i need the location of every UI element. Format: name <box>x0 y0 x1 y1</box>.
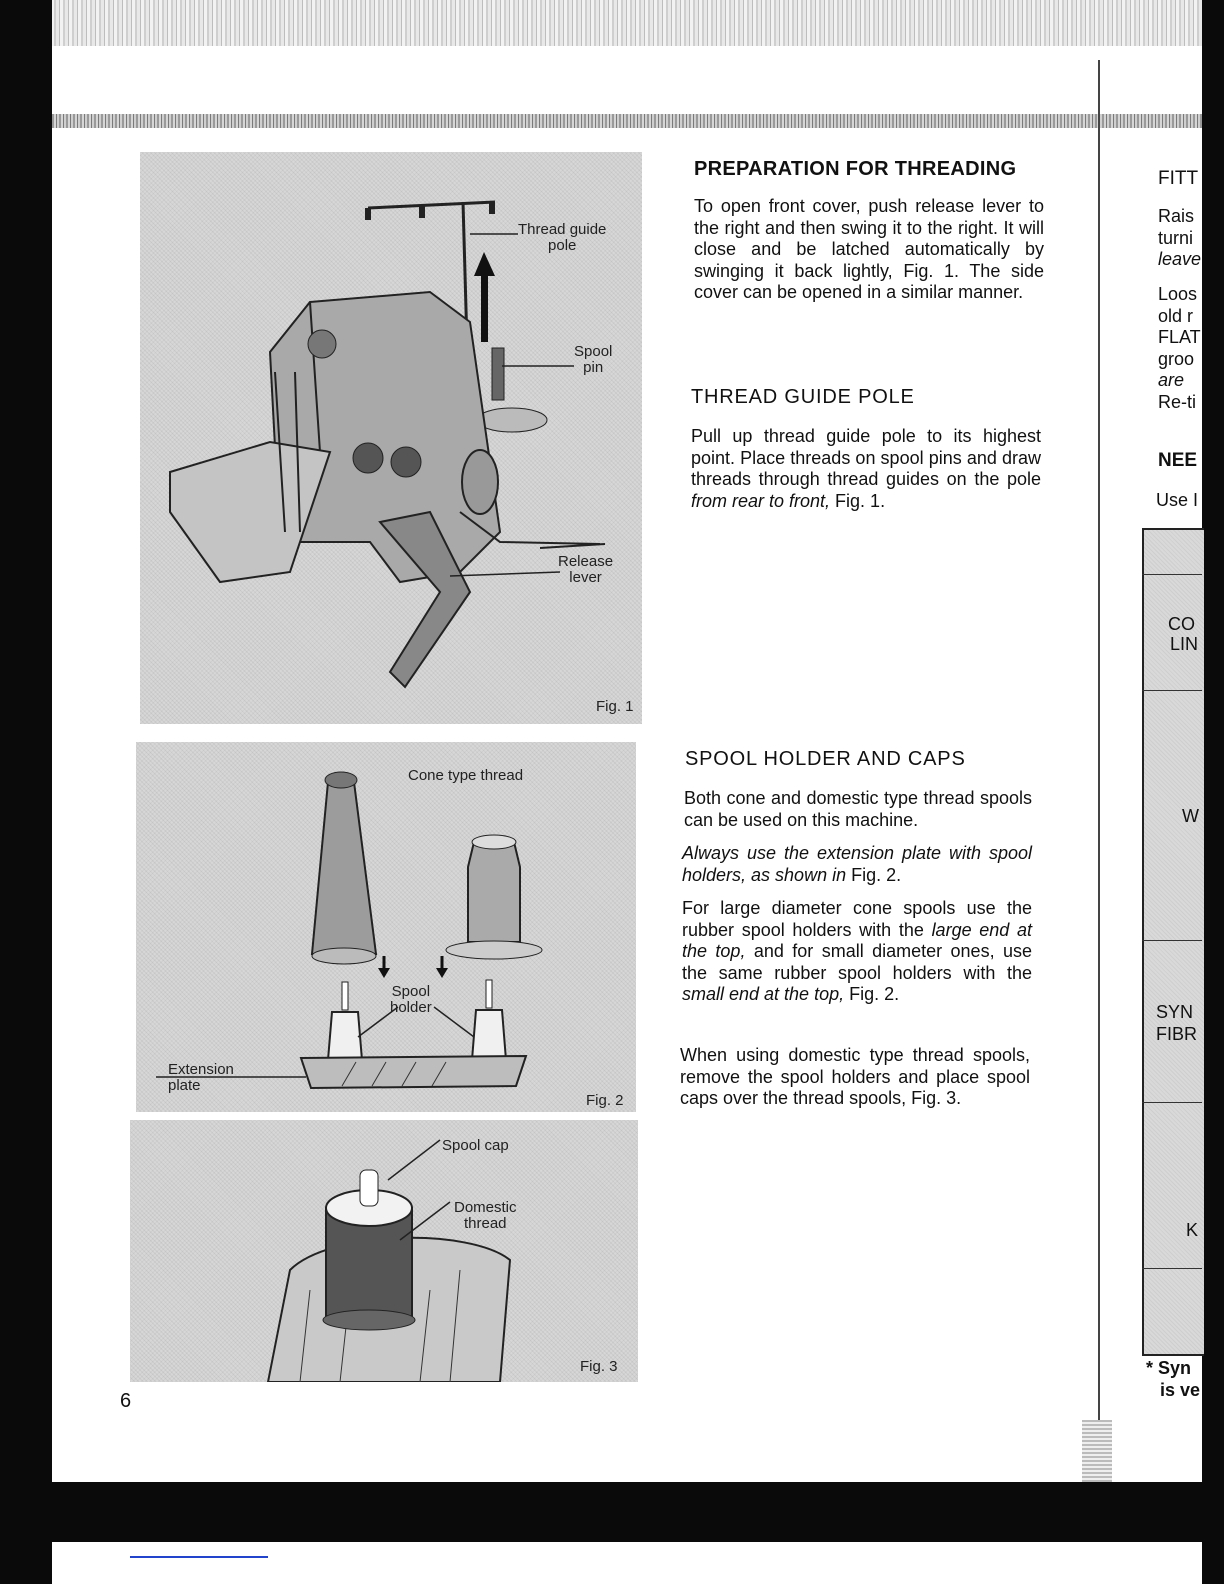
text-run-italic: from rear to front, <box>691 490 831 511</box>
label-line: Extension <box>168 1061 234 1078</box>
right-block-2 <box>1158 284 1202 413</box>
spool-holder-p2 <box>682 843 1032 886</box>
text-line: * Syn <box>1146 1358 1192 1378</box>
label-line: Spool <box>391 983 431 1000</box>
text-line: FLAT <box>1158 327 1201 347</box>
right-use-line: Use I <box>1156 490 1199 510</box>
table-cell: SYN <box>1156 1002 1194 1022</box>
spool-holder-p3 <box>682 898 1032 1006</box>
label-spool-holder <box>390 984 432 1016</box>
page-fold <box>1098 60 1100 1480</box>
right-block-1 <box>1158 206 1202 271</box>
label-spool-pin <box>574 344 612 376</box>
label-line: Thread guide <box>518 221 607 238</box>
label-line: pin <box>583 359 604 376</box>
spool-holder-p4: When using domestic type thread spools, remove the spool holders and place spool caps over the thread spools, Fig. 3. <box>680 1045 1030 1108</box>
bottom-link-bar <box>130 1556 268 1558</box>
figure-2 <box>136 742 636 1112</box>
text-line: are <box>1158 370 1185 390</box>
text-run: Fig. 1. <box>830 490 886 511</box>
page-fold-shadow <box>1082 1420 1112 1482</box>
label-line: Domestic <box>454 1199 517 1216</box>
spool-cap-illustration <box>130 1120 638 1382</box>
label-line: Release <box>558 553 614 570</box>
text-run: Fig. 2. <box>846 864 902 885</box>
right-heading-1: FITT <box>1158 168 1199 189</box>
table-cell: FIBR <box>1156 1024 1198 1044</box>
text-run-italic: small end at the top, <box>682 984 845 1004</box>
text-line: leave <box>1158 249 1202 269</box>
label-spool-cap: Spool cap <box>442 1137 509 1154</box>
text-run-italic: large end at the top, <box>682 919 1032 961</box>
text-run: Pull up thread guide pole to its highest point. Place threads on spool pins and draw threads through thread guides on the pole <box>691 426 1041 489</box>
scan-border-right <box>1202 0 1224 1584</box>
scan-border-bottom <box>0 1482 1224 1542</box>
label-line: lever <box>569 569 602 586</box>
label-line: thread <box>463 1215 507 1232</box>
table-rule <box>1142 574 1202 575</box>
text-line: Loos <box>1158 284 1198 304</box>
right-footnote <box>1146 1358 1202 1401</box>
label-extension-plate <box>168 1062 234 1094</box>
table-rule <box>1142 940 1202 941</box>
table-cell: K <box>1186 1220 1199 1240</box>
label-line: Spool <box>574 343 613 360</box>
table-cell: W <box>1182 806 1199 826</box>
text-line: old r <box>1158 305 1194 326</box>
table-cell: LIN <box>1170 634 1199 654</box>
figure-number: Fig. 2 <box>586 1092 624 1109</box>
text-line: groo <box>1158 348 1195 369</box>
figure-number: Fig. 1 <box>596 698 634 715</box>
label-domestic-thread <box>454 1200 517 1232</box>
table-cell: CO <box>1168 614 1195 634</box>
right-heading-2: NEE <box>1158 450 1198 471</box>
spool-holder-illustration <box>136 742 636 1112</box>
scan-border-left <box>0 0 52 1584</box>
table-rule <box>1142 1102 1202 1103</box>
header-rule <box>52 114 1202 128</box>
text-line: Rais <box>1158 206 1195 226</box>
text-run: For large diameter cone spools use the rubber spool holders with the <box>682 898 1032 940</box>
text-line: turni <box>1158 227 1194 248</box>
label-line: pole <box>548 237 577 254</box>
label-line: plate <box>168 1077 201 1094</box>
label-line: holder <box>390 999 432 1016</box>
preparation-text: To open front cover, push release lever to the right and then swing it to the right. It will close and be latched automatically by swinging it back lightly, Fig. 1. The side cover can be opened in a similar manner. <box>694 196 1044 302</box>
figure-number: Fig. 3 <box>580 1358 618 1375</box>
scan-border-top <box>0 0 1224 48</box>
heading-thread-guide-pole: THREAD GUIDE POLE <box>691 386 915 408</box>
text-line: Re-ti <box>1158 391 1197 412</box>
spool-holder-p1: Both cone and domestic type thread spools can be used on this machine. <box>684 788 1032 830</box>
text-run: Fig. 2. <box>844 984 900 1004</box>
table-rule <box>1142 1268 1202 1269</box>
text-run-italic: Always use the extension plate with spool holders, as shown in <box>682 843 1032 885</box>
page-number: 6 <box>120 1390 132 1412</box>
label-thread-guide-pole <box>518 222 606 254</box>
figure-3 <box>130 1120 638 1382</box>
label-release-lever <box>558 554 613 586</box>
thread-guide-pole-text <box>691 426 1041 512</box>
table-rule <box>1142 690 1202 691</box>
figure-1 <box>140 152 642 724</box>
heading-spool-holder: SPOOL HOLDER AND CAPS <box>685 748 966 770</box>
text-run: and for small diameter ones, use the same rubber spool holders with the <box>682 941 1032 983</box>
label-cone-type-thread: Cone type thread <box>408 767 524 784</box>
text-line: is ve <box>1160 1379 1201 1400</box>
heading-preparation: PREPARATION FOR THREADING <box>694 158 1017 180</box>
